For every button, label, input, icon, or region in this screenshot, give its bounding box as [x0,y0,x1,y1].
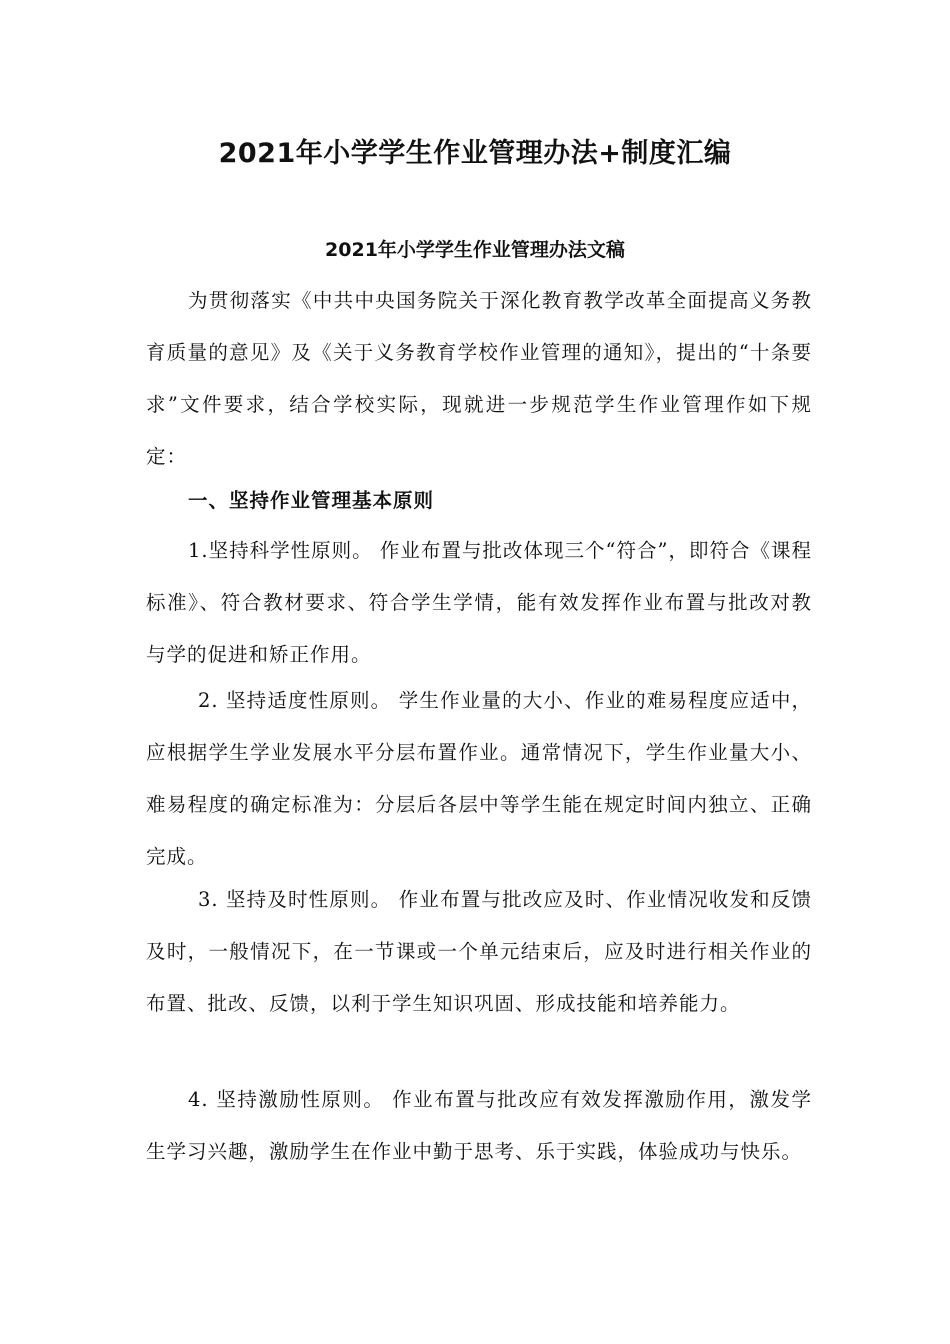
principle-paragraph-1: 1.坚持科学性原则。 作业布置与批改体现三个“符合”，即符合《课程标准》、符合教材要求、符合学生学情，能有效发挥作业布置与批改对教与学的促进和矫正作用。 [146,539,812,666]
principle-paragraph-2: 2. 坚持适度性原则。 学生作业量的大小、作业的难易程度应适中，应根据学生学业发展水平分层布置作业。通常情况下，学生作业量大小、难易程度的确定标准为：分层后各层中等学生能在规定时间内独立、正确完成。 [146,689,812,868]
intro-paragraph: 为贯彻落实《中共中央国务院关于深化教育教学改革全面提高义务教育质量的意见》及《关于义务教育学校作业管理的通知》，提出的“十条要求”文件要求，结合学校实际，现就进一步规范学生作业管理作如下规定： [146,289,812,468]
document-title: 2021年小学学生作业管理办法+制度汇编 [218,138,732,169]
principle-paragraph-4: 4. 坚持激励性原则。 作业布置与批改应有效发挥激励作用，激发学生学习兴趣，激励学生在作业中勤于思考、乐于实践，体验成功与快乐。 [146,1088,812,1163]
document-subtitle: 2021年小学学生作业管理办法文稿 [325,239,625,261]
principle-paragraph-3: 3. 坚持及时性原则。 作业布置与批改应及时、作业情况收发和反馈及时，一般情况下，在一节课或一个单元结束后，应及时进行相关作业的布置、批改、反馈，以利于学生知识巩固、形成技能和培养能力。 [146,888,812,1015]
section-heading: 一、坚持作业管理基本原则 [188,489,435,512]
